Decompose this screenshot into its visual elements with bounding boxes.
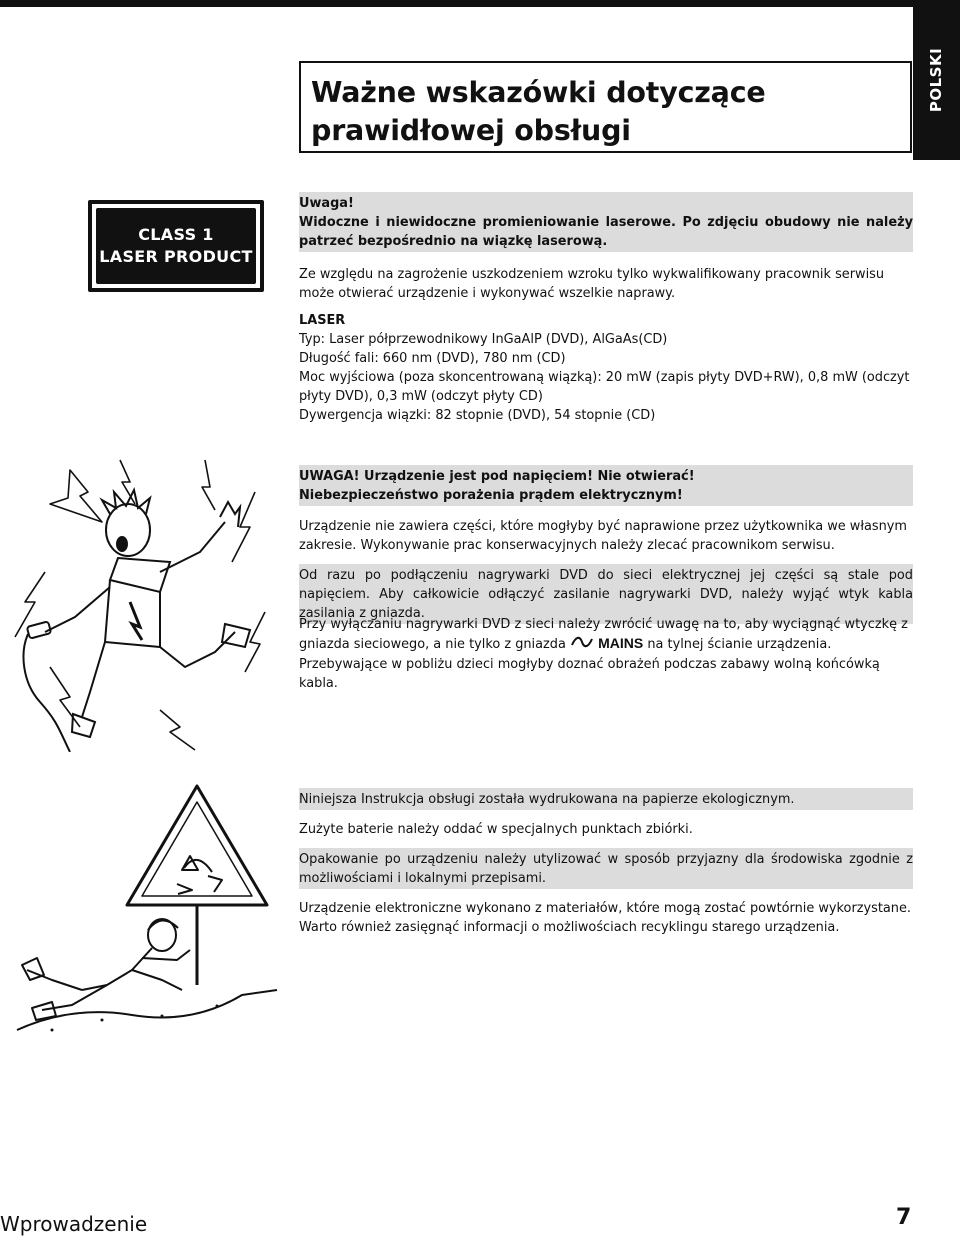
footer-section-name: Wprowadzenie bbox=[0, 1212, 148, 1236]
laser-class-label-plate bbox=[96, 208, 256, 284]
live-parts-box: Od razu po podłączeniu nagrywarki DVD do sieci elektrycznej jej części są stale pod napięciem. Aby całkowicie odłączyć zasilanie nagrywarki DVD, należy wyjąć wtyk kabla zasilania z gniazda. bbox=[299, 564, 913, 624]
title-box bbox=[299, 61, 912, 153]
laser-specs bbox=[299, 311, 913, 425]
laser-caution-title: Uwaga! bbox=[299, 196, 354, 211]
laser-class-line1: CLASS 1 bbox=[138, 225, 214, 244]
laser-spec-type: Typ: Laser półprzewodnikowy InGaAlP (DVD), AlGaAs(CD) bbox=[299, 332, 668, 347]
unplug-note bbox=[299, 615, 913, 693]
no-user-parts-note: Urządzenie nie zawiera części, które mogłyby być naprawione przez użytkownika we własnym zakresie. Wykonywanie prac konserwacyjnych należy zlecać pracownikom serwisu. bbox=[299, 519, 907, 553]
language-tab bbox=[913, 0, 960, 160]
ac-mains-icon bbox=[570, 635, 594, 655]
page-title: Ważne wskazówki dotyczące prawidłowej obsługi bbox=[311, 76, 766, 147]
voltage-warning-box bbox=[299, 465, 913, 506]
voltage-warning-line1: UWAGA! Urządzenie jest pod napięciem! Nie otwierać! bbox=[299, 469, 695, 484]
laser-heading: LASER bbox=[299, 313, 346, 328]
laser-spec-wavelength: Długość fali: 660 nm (DVD), 780 nm (CD) bbox=[299, 351, 566, 366]
laser-class-label bbox=[88, 200, 264, 292]
laser-caution-box bbox=[299, 192, 913, 252]
laser-class-line2: LASER PRODUCT bbox=[99, 247, 253, 266]
eco-batteries-note: Zużyte baterie należy oddać w specjalnych punktach zbiórki. bbox=[299, 822, 693, 837]
mains-label: MAINS bbox=[598, 635, 644, 651]
service-note: Ze względu na zagrożenie uszkodzeniem wzroku tylko wykwalifikowany pracownik serwisu może otwierać urządzenie i wykonywać wszelkie naprawy. bbox=[299, 267, 885, 301]
laser-spec-power: Moc wyjściowa (poza skoncentrowaną wiązką): 20 mW (zapis płyty DVD+RW), 0,8 mW (odczyt płyty DVD), 0,3 mW (odczyt płyty CD) bbox=[299, 370, 910, 404]
eco-paper-box: Niniejsza Instrukcja obsługi została wydrukowana na papierze ekologicznym. bbox=[299, 788, 913, 810]
top-rule bbox=[0, 0, 913, 7]
laser-caution-text: Widoczne i niewidoczne promieniowanie laserowe. Po zdjęciu obudowy nie należy patrzeć bezpośrednio na wiązkę laserową. bbox=[299, 215, 913, 249]
recycling-relax-illustration bbox=[12, 780, 282, 1040]
unplug-note-before: Przy wyłączaniu nagrywarki DVD z sieci należy zwrócić uwagę na to, aby wyciągnąć wtyczkę z gniazda sieciowego, a nie tylko z gniazda bbox=[299, 617, 908, 652]
electric-shock-illustration bbox=[10, 452, 280, 752]
eco-recycling-note: Urządzenie elektroniczne wykonano z materiałów, które mogą zostać powtórnie wykorzystane. Warto również zasięgnąć informacji o możliwościach recyklingu starego urządzenia. bbox=[299, 901, 912, 935]
eco-packaging-box: Opakowanie po urządzeniu należy utylizować w sposób przyjazny dla środowiska zgodnie z możliwościami i lokalnymi przepisami. bbox=[299, 848, 913, 889]
page-number: 7 bbox=[896, 1205, 912, 1230]
laser-spec-divergence: Dywergencja wiązki: 82 stopnie (DVD), 54 stopnie (CD) bbox=[299, 408, 656, 423]
unplug-note-after: na tylnej ścianie urządzenia. Przebywające w pobliżu dzieci mogłyby doznać obrażeń podczas zabawy wolną końcówką kabla. bbox=[299, 637, 880, 691]
language-tab-label: POLSKI bbox=[927, 47, 946, 113]
voltage-warning-line2: Niebezpieczeństwo porażenia prądem elektrycznym! bbox=[299, 488, 683, 503]
